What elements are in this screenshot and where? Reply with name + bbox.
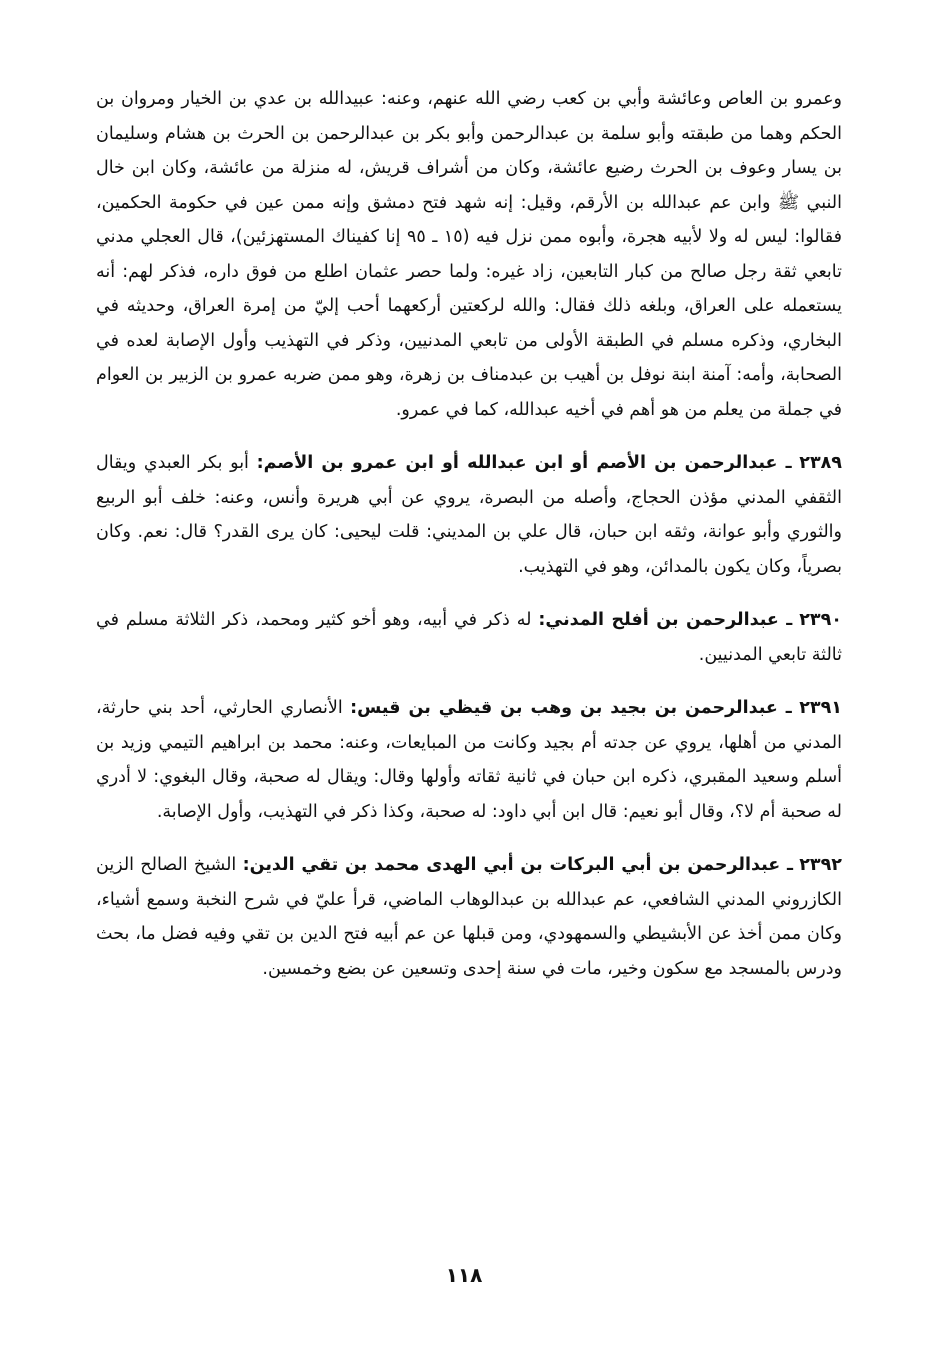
page-body <box>96 82 842 986</box>
intro-paragraph: وعمرو بن العاص وعائشة وأبي بن كعب رضي الله عنهم، وعنه: عبيدالله بن عدي بن الخيار ومروان بن الحكم وهما من طبقته وأبو سلمة بن عبدالرحمن وأبو بكر بن عبدالرحمن بن الحرث بن هشام وسليمان بن يسار وعوف بن الحرث رضيع عائشة، وكان من أشراف قريش، له منزلة من عائشة، وكان ابن خال النبي ﷺ وابن عم عبدالله بن الأرقم، وقيل: إنه شهد فتح دمشق وإنه ممن عين في حكومة الحكمين، فقالوا: ليس له ولا لأبيه هجرة، وأبوه ممن نزل فيه (١٥ ـ ٩٥ إنا كفيناك المستهزئين)، قال العجلي مدني تابعي ثقة رجل صالح من كبار التابعين، زاد غيره: ولما حصر عثمان اطلع من فوق داره، فذكر لهم: أنه يستعمله على العراق، وبلغه ذلك فقال: والله لركعتين أركعهما أحب إليّ من إمرة العراق، وحديثه في البخاري، وذكره مسلم في الطبقة الأولى من تابعي المدنيين، وذكر في التهذيب وأول الإصابة لعده في الصحابة، وأمه: آمنة ابنة نوفل بن أهيب بن عبدمناف بن زهرة، وهو ممن ضربه عمرو بن الزبير بن العوام في جملة من يعلم من هو أهم في أخيه عبدالله، كما في عمرو. <box>96 89 842 420</box>
entry-body: له ذكر في أبيه، وهو أخو كثير ومحمد، ذكر الثلاثة مسلم في ثالثة تابعي المدنيين. <box>96 610 842 665</box>
entry-heading: ـ عبدالرحمن بن الأصم أو ابن عبدالله أو ابن عمرو بن الأصم: <box>256 453 792 473</box>
entry-body: الشيخ الصالح الزين الكازروني المدني الشافعي، عم عبدالله بن عبدالوهاب الماضي، قرأ عليّ في شرح النخبة وسمع أشياء، وكان ممن أخذ عن الأبشيطي والسمهودي، ومن قبلها عن عم أبيه فتح الدين بن تقي وفيه فضل ما، بحث ودرس بالمسجد مع سكون وخير، مات في سنة إحدى وتسعين عن بضع وخمسين. <box>96 855 842 979</box>
entry-number: ٢٣٨٩ <box>799 453 842 473</box>
entry-heading: ـ عبدالرحمن بن أبي البركات بن أبي الهدى محمد بن تقي الدين: <box>242 855 793 875</box>
entry-body: أبو بكر العبدي ويقال الثقفي المدني مؤذن الحجاج، وأصله من البصرة، يروي عن أبي هريرة وأنس، وعنه: خلف أبو الربيع والثوري وأبو عوانة، وثقه ابن حبان، قال علي بن المديني: قلت ليحيى: كان يرى القدر؟ قال: نعم. وكان بصرياً، وكان يكون بالمدائن، وهو في التهذيب. <box>96 453 842 577</box>
entry-number: ٢٣٩١ <box>799 698 842 718</box>
entry-2392 <box>96 848 842 986</box>
entry-body: الأنصاري الحارثي، أحد بني حارثة، المدني من أهلها، يروي عن جدته أم بجيد وكانت من المبايعات، وعنه: محمد بن ابراهيم التيمي وزيد بن أسلم وسعيد المقبري، ذكره ابن حبان في ثانية ثقاته وأولها وقال: ويقال له صحبة، وقال البغوي: لا أدري له صحبة أم لا؟، وقال أبو نعيم: قال ابن أبي داود: له صحبة، وكذا ذكر في التهذيب، وأول الإصابة. <box>96 698 842 822</box>
entry-heading: ـ عبدالرحمن بن أفلح المدني: <box>538 610 793 630</box>
entry-2391 <box>96 691 842 829</box>
page-number: ١١٨ <box>445 1263 483 1287</box>
entry-heading: ـ عبدالرحمن بن بجيد بن وهب بن قيظي بن قيس: <box>350 698 792 718</box>
entry-2389 <box>96 446 842 584</box>
entry-number: ٢٣٩٠ <box>799 610 842 630</box>
entry-2390 <box>96 603 842 672</box>
entry-number: ٢٣٩٢ <box>799 855 842 875</box>
